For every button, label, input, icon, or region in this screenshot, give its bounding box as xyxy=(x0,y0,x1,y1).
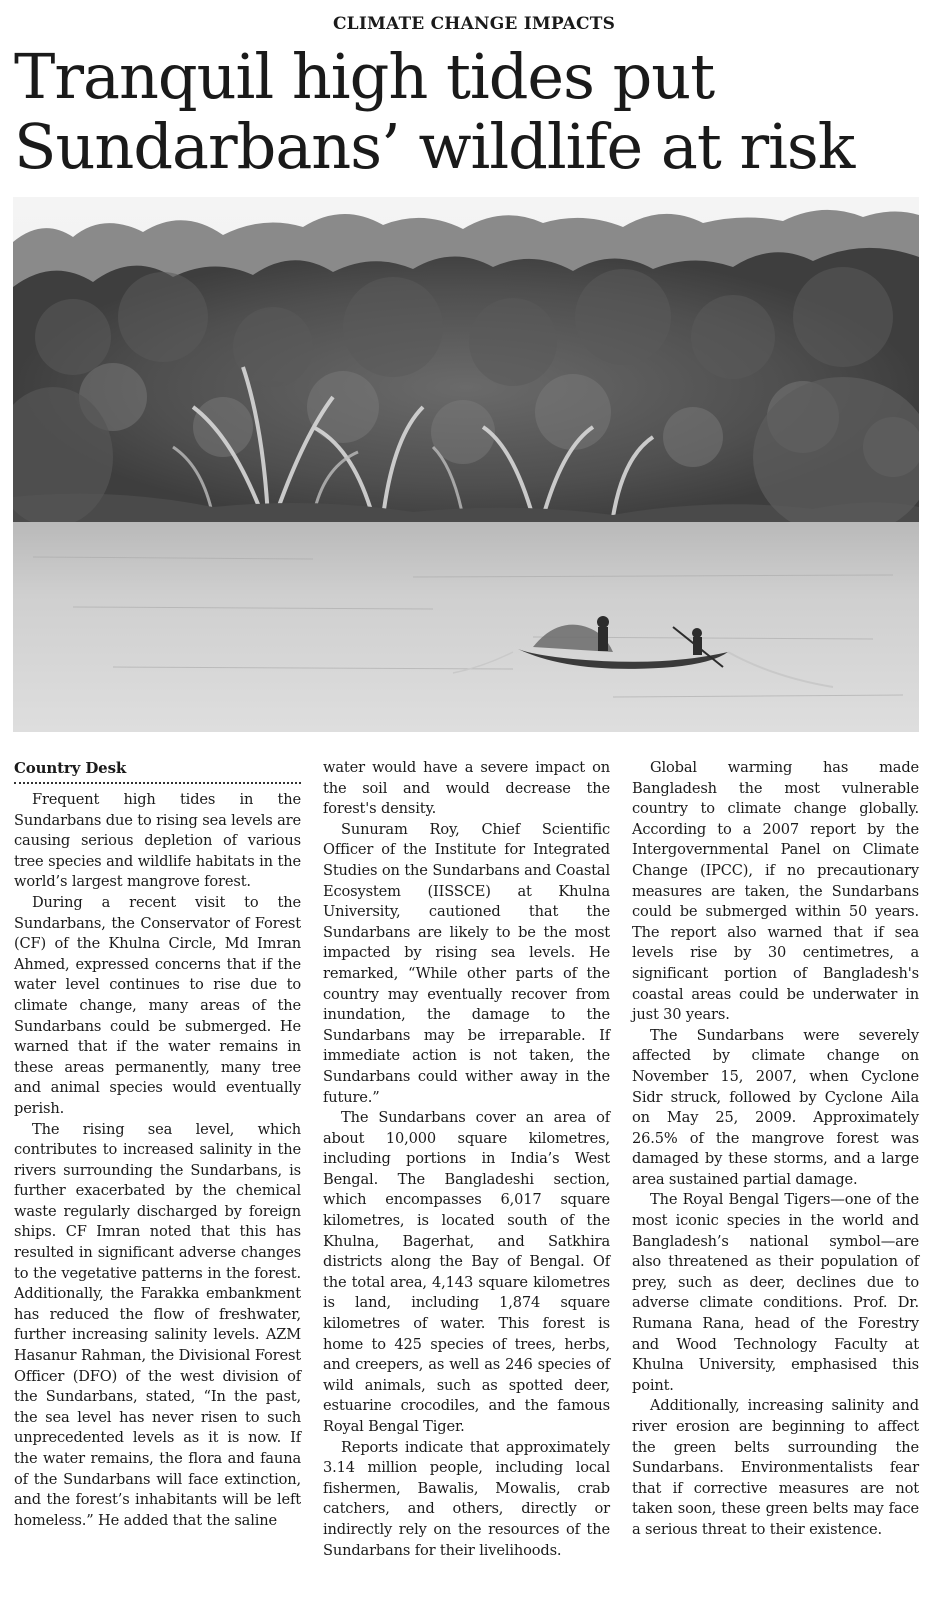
paragraph-4: Sunuram Roy, Chief Scientific Officer of the Institute for Integrated Studies on the Sundarbans and Coastal Ecosystem (IISSCE) at Khulna University, cautioned that the Sundarbans are likely to be the most impacted by rising sea levels. He remarked, “While other parts of the country may eventually recover from inundation, the damage to the Sundarbans may be irreparable. If immediate action is not taken, the Sundarbans could wither away in the future.” xyxy=(323,820,610,1106)
mangrove-river-boat-photo xyxy=(13,197,919,732)
paragraph-5: The Sundarbans cover an area of about 10,000 square kilometres, including portions in India’s West Bengal. The Bangladeshi section, which encompasses 6,017 square kilometres, is located south of the Khulna, Bagerhat, and Satkhira districts along the Bay of Bengal. Of the total area, 4,143 square kilometres is land, including 1,874 square kilometres of water. This forest is home to 425 species of trees, herbs, and creepers, as well as 246 species of wild animals, such as spotted deer, estuarine crocodiles, and the famous Royal Bengal Tiger. xyxy=(323,1109,610,1435)
headline-line-1: Tranquil high tides put xyxy=(14,40,715,113)
byline: Country Desk xyxy=(14,758,301,784)
paragraph-8: The Sundarbans were severely affected by climate change on November 15, 2007, when Cyclone Sidr struck, followed by Cyclone Aila on May 25, 2009. Approximately 26.5% of the mangrove forest was damaged by these storms, and a large area sustained partial damage. xyxy=(632,1026,919,1188)
paragraph-3-tail: water would have a severe impact on the soil and would decrease the forest's density. xyxy=(323,759,610,818)
paragraph-10: Additionally, increasing salinity and river erosion are beginning to affect the green belts surrounding the Sundarbans. Environmentalists fear that if corrective measures are not taken soon, these green belts may face a serious threat to their existence. xyxy=(632,1397,919,1538)
paragraph-2: During a recent visit to the Sundarbans, the Conservator of Forest (CF) of the Khulna Circle, Md Imran Ahmed, expressed concerns that if the water level continues to rise due to climate change, many areas of the Sundarbans could be submerged. He warned that if the water remains in these areas permanently, many tree and animal species would eventually perish. xyxy=(14,893,301,1117)
section-kicker: CLIMATE CHANGE IMPACTS xyxy=(332,14,616,34)
headline xyxy=(14,42,934,182)
paragraph-9: The Royal Bengal Tigers—one of the most iconic species in the world and Bangladesh’s national symbol—are also threatened as their population of prey, such as deer, declines due to adverse climate conditions. Prof. Dr. Rumana Rana, head of the Forestry and Wood Technology Faculty at Khulna University, emphasised this point. xyxy=(632,1191,919,1394)
paragraph-6: Reports indicate that approximately 3.14 million people, including local fishermen, Bawalis, Mowalis, crab catchers, and others, directly or indirectly rely on the resources of the Sundarbans for their livelihoods. xyxy=(323,1438,610,1559)
headline-line-2: Sundarbans’ wildlife at risk xyxy=(14,110,855,183)
paragraph-1: Frequent high tides in the Sundarbans due to rising sea levels are causing serious depletion of various tree species and wildlife habitats in the world’s largest mangrove forest. xyxy=(14,791,301,891)
paragraph-7: Global warming has made Bangladesh the most vulnerable country to climate change globally. According to a 2007 report by the Intergovernmental Panel on Climate Change (IPCC), if no precautionary measures are taken, the Sundarbans could be submerged within 50 years. The report also warned that if sea levels rise by 30 centimetres, a significant portion of Bangladesh's coastal areas could be underwater in just 30 years. xyxy=(632,759,919,1024)
article-column-1 xyxy=(14,758,301,1531)
article-column-3 xyxy=(632,758,919,1541)
article-column-2 xyxy=(323,758,610,1561)
paragraph-3-head: The rising sea level, which contributes to increased salinity in the rivers surrounding the Sundarbans, is further exacerbated by the chemical waste regularly discharged by foreign ships. CF Imran noted that this has resulted in significant adverse changes to the vegetative patterns in the forest. Additionally, the Farakka embankment has reduced the flow of freshwater, further increasing salinity levels. AZM Hasanur Rahman, the Divisional Forest Officer (DFO) of the west division of the Sundarbans, stated, “In the past, the sea level has never risen to such unprecedented levels as it is now. If the water remains, the flora and fauna of the Sundarbans will face extinction, and the forest’s inhabitants will be left homeless.” He added that the saline xyxy=(14,1120,301,1529)
